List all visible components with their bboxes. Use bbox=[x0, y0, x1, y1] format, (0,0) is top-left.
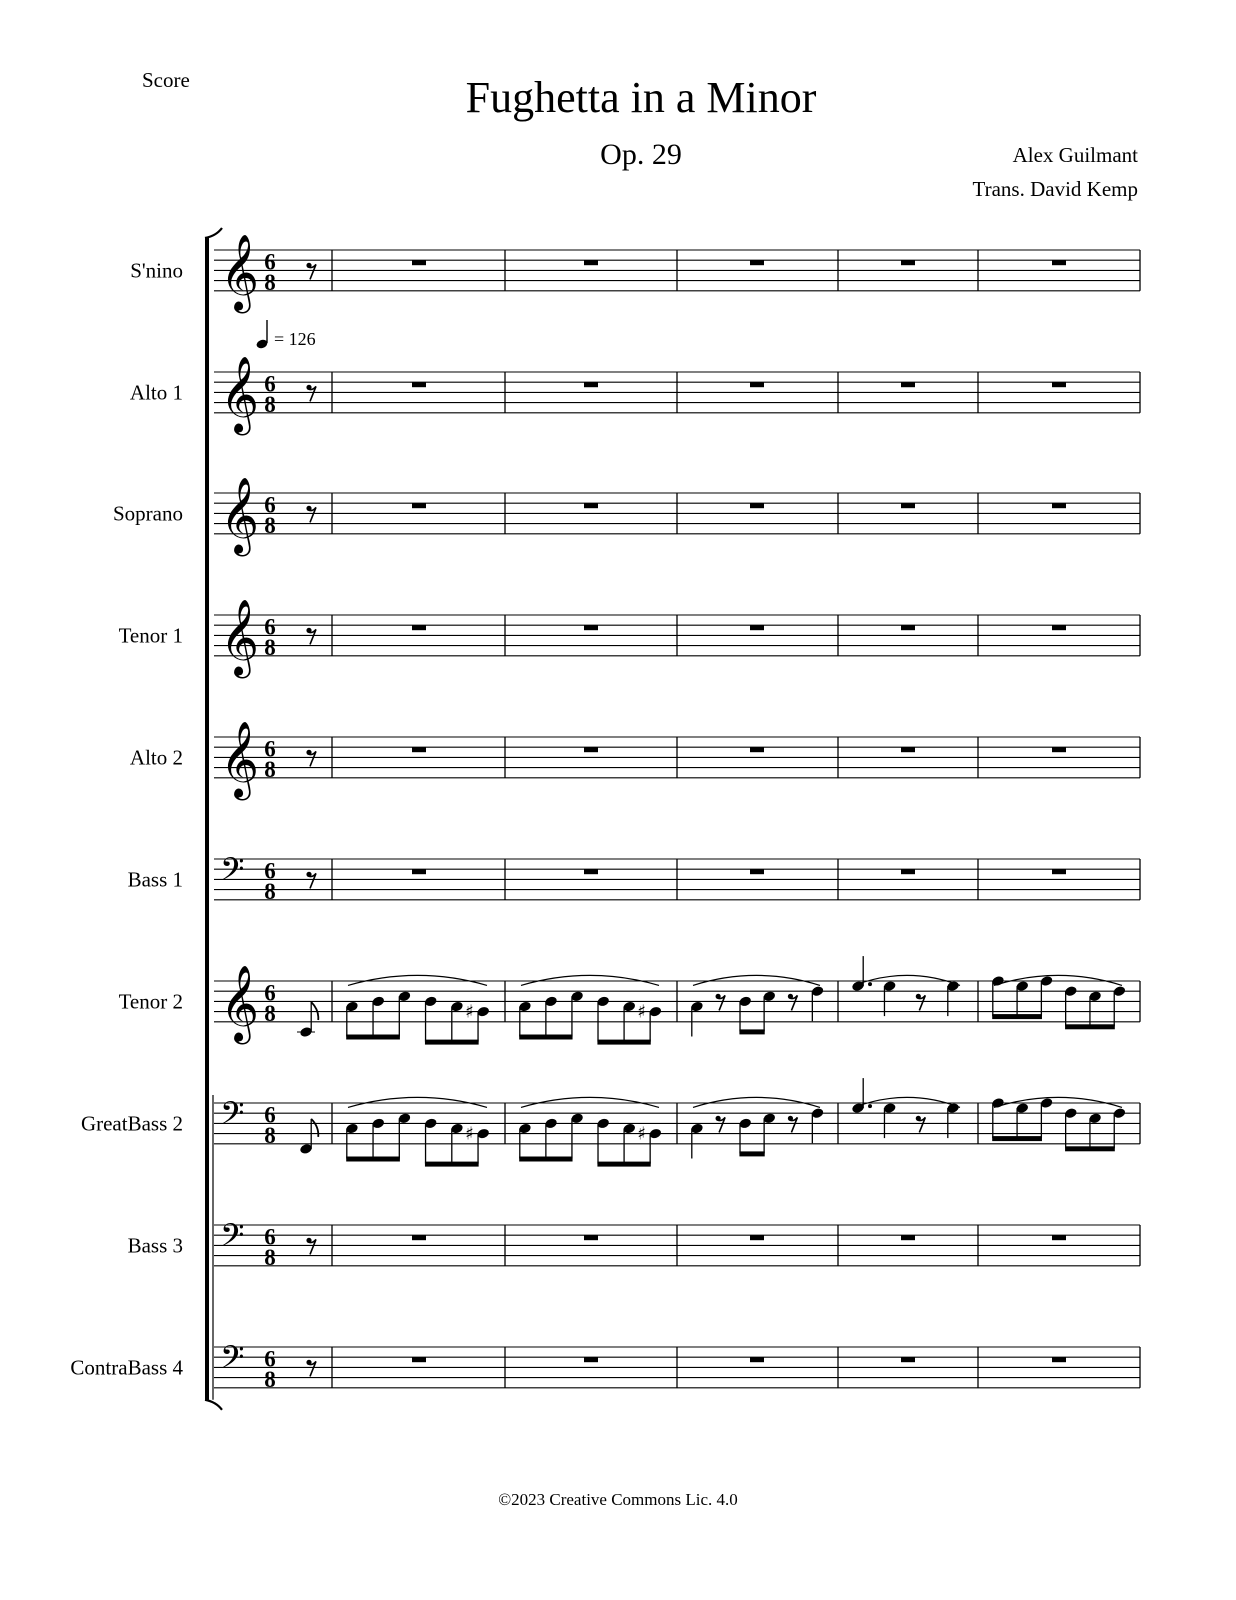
time-signature-denominator: 8 bbox=[264, 1000, 276, 1026]
beam bbox=[346, 1157, 400, 1162]
measure-rest bbox=[584, 1235, 598, 1240]
score-label: Score bbox=[142, 68, 190, 92]
beam bbox=[992, 1014, 1042, 1019]
measure-rest bbox=[750, 869, 764, 874]
eighth-rest bbox=[788, 994, 798, 1011]
bass-clef-icon: 𝄢 bbox=[220, 1217, 245, 1262]
sharp-icon: ♯ bbox=[637, 1001, 647, 1023]
treble-clef-icon: 𝄞 bbox=[220, 355, 260, 433]
beam bbox=[597, 1162, 650, 1167]
piece-title: Fughetta in a Minor bbox=[465, 73, 817, 122]
melody-tenor-2 bbox=[297, 956, 1126, 1045]
eighth-rest bbox=[306, 1360, 316, 1377]
arranger-credit: Trans. David Kemp bbox=[972, 177, 1138, 201]
measure-rest bbox=[584, 260, 598, 265]
measure-rest bbox=[750, 747, 764, 752]
measure-rest bbox=[750, 1357, 764, 1362]
copyright-notice: ©2023 Creative Commons Lic. 4.0 bbox=[498, 1490, 738, 1509]
augmentation-dot bbox=[868, 1104, 872, 1108]
measure-rest bbox=[412, 747, 426, 752]
measure-rest bbox=[1052, 503, 1066, 508]
treble-clef-icon: 𝄞 bbox=[220, 233, 260, 311]
slur bbox=[994, 1097, 1122, 1107]
staff-3 bbox=[113, 477, 1140, 557]
measure-rest bbox=[901, 503, 915, 508]
time-signature-numerator: 6 bbox=[264, 736, 276, 762]
slur bbox=[994, 975, 1122, 985]
staff-5 bbox=[130, 721, 1140, 801]
measure-rest bbox=[901, 869, 915, 874]
measure-rest bbox=[584, 747, 598, 752]
eighth-rest bbox=[306, 1238, 316, 1255]
instrument-name: Bass 1 bbox=[127, 867, 183, 892]
measure-rest bbox=[750, 260, 764, 265]
slur bbox=[693, 1097, 820, 1107]
instrument-name: Alto 1 bbox=[129, 380, 183, 405]
staff-1 bbox=[130, 234, 1140, 314]
instrument-name: Alto 2 bbox=[129, 745, 183, 770]
time-signature-numerator: 6 bbox=[264, 371, 276, 397]
measure-rest bbox=[412, 1235, 426, 1240]
sharp-icon: ♯ bbox=[465, 1001, 474, 1023]
beam bbox=[739, 1029, 764, 1034]
bass-clef-icon: 𝄢 bbox=[220, 1339, 245, 1384]
beam bbox=[519, 1157, 572, 1162]
measure-rest bbox=[584, 1357, 598, 1362]
beam bbox=[425, 1040, 479, 1045]
composer-credit: Alex Guilmant bbox=[1012, 143, 1138, 167]
slur bbox=[693, 975, 820, 985]
tempo-marking bbox=[255, 320, 315, 350]
system-bracket bbox=[205, 238, 209, 1400]
treble-clef-icon: 𝄞 bbox=[220, 598, 260, 676]
measure-rest bbox=[901, 1235, 915, 1240]
measure-rest bbox=[1052, 625, 1066, 630]
beam bbox=[739, 1151, 764, 1156]
treble-clef-icon: 𝄞 bbox=[220, 964, 260, 1042]
bass-clef-icon: 𝄢 bbox=[220, 1095, 245, 1140]
sharp-icon: ♯ bbox=[637, 1123, 647, 1145]
opus-number: Op. 29 bbox=[600, 138, 682, 171]
measure-rest bbox=[901, 1357, 915, 1362]
time-signature-numerator: 6 bbox=[264, 858, 276, 884]
tempo-value: = 126 bbox=[274, 329, 316, 349]
staff-8 bbox=[81, 1095, 1140, 1148]
time-signature-numerator: 6 bbox=[264, 492, 276, 518]
time-signature-numerator: 6 bbox=[264, 980, 276, 1006]
measure-rest bbox=[412, 625, 426, 630]
measure-rest bbox=[901, 260, 915, 265]
time-signature-denominator: 8 bbox=[264, 1122, 276, 1148]
staff-6 bbox=[128, 851, 1140, 904]
time-signature-numerator: 6 bbox=[264, 1224, 276, 1250]
beam bbox=[1065, 1024, 1115, 1029]
eighth-rest bbox=[306, 263, 316, 280]
time-signature-denominator: 8 bbox=[264, 391, 276, 417]
measure-rest bbox=[750, 625, 764, 630]
staff-4 bbox=[119, 599, 1140, 679]
time-signature-numerator: 6 bbox=[264, 614, 276, 640]
beam bbox=[346, 1035, 400, 1040]
slur bbox=[348, 975, 487, 985]
time-signature-numerator: 6 bbox=[264, 1346, 276, 1372]
beam bbox=[1065, 1146, 1115, 1151]
time-signature-denominator: 8 bbox=[264, 1366, 276, 1392]
measure-rest bbox=[412, 260, 426, 265]
eighth-rest bbox=[716, 994, 726, 1011]
eighth-rest bbox=[306, 750, 316, 767]
beam bbox=[519, 1035, 572, 1040]
slur bbox=[348, 1097, 487, 1107]
beam bbox=[425, 1162, 479, 1167]
melody-greatbass-2 bbox=[299, 1078, 1126, 1167]
sharp-icon: ♯ bbox=[465, 1123, 474, 1145]
measure-rest bbox=[1052, 747, 1066, 752]
measure-rest bbox=[901, 382, 915, 387]
measure-rest bbox=[412, 382, 426, 387]
eighth-rest bbox=[716, 1116, 726, 1133]
measure-rest bbox=[584, 382, 598, 387]
bass-clef-icon: 𝄢 bbox=[220, 851, 245, 896]
instrument-name: ContraBass 4 bbox=[70, 1355, 183, 1380]
measure-rest bbox=[1052, 260, 1066, 265]
beam bbox=[597, 1040, 650, 1045]
measure-rest bbox=[750, 382, 764, 387]
time-signature-denominator: 8 bbox=[264, 1244, 276, 1270]
time-signature-denominator: 8 bbox=[264, 756, 276, 782]
eighth-rest bbox=[306, 872, 316, 889]
eighth-rest bbox=[306, 628, 316, 645]
measure-rest bbox=[412, 869, 426, 874]
time-signature-numerator: 6 bbox=[264, 1102, 276, 1128]
time-signature-numerator: 6 bbox=[264, 249, 276, 275]
eighth-rest bbox=[916, 994, 926, 1011]
eighth-rest bbox=[306, 385, 316, 402]
instrument-name: S'nino bbox=[130, 258, 183, 283]
measure-rest bbox=[584, 869, 598, 874]
measure-rest bbox=[1052, 869, 1066, 874]
staff-10 bbox=[70, 1339, 1140, 1392]
measure-rest bbox=[412, 1357, 426, 1362]
instrument-name: Bass 3 bbox=[127, 1233, 183, 1258]
time-signature-denominator: 8 bbox=[264, 269, 276, 295]
measure-rest bbox=[1052, 1357, 1066, 1362]
beam bbox=[992, 1136, 1042, 1141]
measure-rest bbox=[901, 625, 915, 630]
note-flag bbox=[311, 1002, 318, 1020]
slur bbox=[521, 975, 659, 985]
measure-rest bbox=[750, 503, 764, 508]
staff-9 bbox=[128, 1217, 1140, 1270]
bracket-bottom-hook bbox=[205, 1400, 222, 1410]
eighth-rest bbox=[916, 1116, 926, 1133]
measure-rest bbox=[412, 503, 426, 508]
slur bbox=[521, 1097, 659, 1107]
treble-clef-icon: 𝄞 bbox=[220, 720, 260, 798]
instrument-name: Soprano bbox=[113, 501, 183, 526]
eighth-rest bbox=[788, 1116, 798, 1133]
eighth-rest bbox=[306, 506, 316, 523]
measure-rest bbox=[1052, 382, 1066, 387]
note-flag bbox=[311, 1119, 318, 1137]
instrument-name: Tenor 1 bbox=[118, 623, 183, 648]
measure-rest bbox=[901, 747, 915, 752]
measure-rest bbox=[584, 503, 598, 508]
measure-rest bbox=[750, 1235, 764, 1240]
time-signature-denominator: 8 bbox=[264, 878, 276, 904]
instrument-name: GreatBass 2 bbox=[80, 1111, 183, 1136]
treble-clef-icon: 𝄞 bbox=[220, 476, 260, 554]
augmentation-dot bbox=[868, 982, 872, 986]
measure-rest bbox=[1052, 1235, 1066, 1240]
time-signature-denominator: 8 bbox=[264, 634, 276, 660]
measure-rest bbox=[584, 625, 598, 630]
time-signature-denominator: 8 bbox=[264, 512, 276, 538]
instrument-name: Tenor 2 bbox=[118, 989, 183, 1014]
staff-2 bbox=[130, 356, 1140, 436]
